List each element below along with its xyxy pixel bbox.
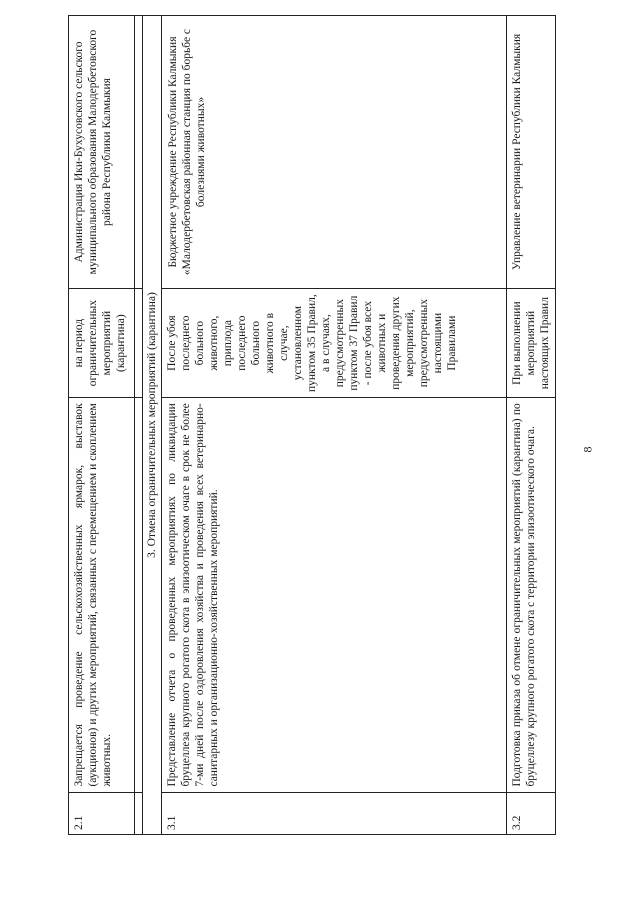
term-cell: на период ограничительных мероприятий (карантина) [69, 289, 135, 398]
blank-cell [135, 398, 143, 792]
responsible-cell: Администрация Ики-Бухусовского сельского муниципального образования Малодербетовского района Республики Калмыкия [69, 16, 135, 289]
table-row [162, 16, 507, 835]
measure-cell: Подготовка приказа об отмене ограничительных мероприятий (карантина) по бруцеллезу крупного рогатого скота с территории эпизоотического очага. [507, 398, 556, 792]
measure-cell: Запрещается проведение сельскохозяйственных ярмарок, выставок (аукционов) и других мероприятий, связанных с перемещением и скоплением животных. [69, 398, 135, 792]
section-header-row [143, 16, 162, 835]
rotated-table-page [68, 15, 558, 835]
blank-cell [135, 289, 143, 398]
section-title: 3. Отмена ограничительных мероприятий (карантина) [143, 16, 162, 835]
responsible-cell: Управление ветеринарии Республики Калмыкия [507, 16, 556, 289]
blank-cell [135, 792, 143, 834]
measure-cell: Представление отчета о проведенных мероприятиях по ликвидации бруцеллеза крупного рогатого скота в эпизоотическом очаге в срок не более 7-ми дней после оздоровления хозяйства и проведения всех ветеринарно-санитарных и организационно-хозяйственных мероприятий. [162, 398, 507, 792]
page-number: 8 [580, 446, 595, 453]
blank-row [135, 16, 143, 835]
measures-table [68, 15, 556, 835]
row-number: 3.2 [507, 792, 556, 834]
term-cell: При выполнении мероприятий настоящих Правил [507, 289, 556, 398]
blank-cell [135, 16, 143, 289]
row-number: 3.1 [162, 792, 507, 834]
responsible-cell: Бюджетное учреждение Республики Калмыкия «Малодербетовская районная станция по борьбе с болезнями животных» [162, 16, 507, 289]
table-row [69, 16, 135, 835]
row-number: 2.1 [69, 792, 135, 834]
term-cell: После убоя последнего больного животного, приплода последнего больного животного в случае, установленном пунктом 35 Правил, а в случаях, предусмотренных пунктом 37 Правил - после убоя всех животных и проведения других мероприятий, предусмотренных настоящими Правилами [162, 289, 507, 398]
table-row [507, 16, 556, 835]
